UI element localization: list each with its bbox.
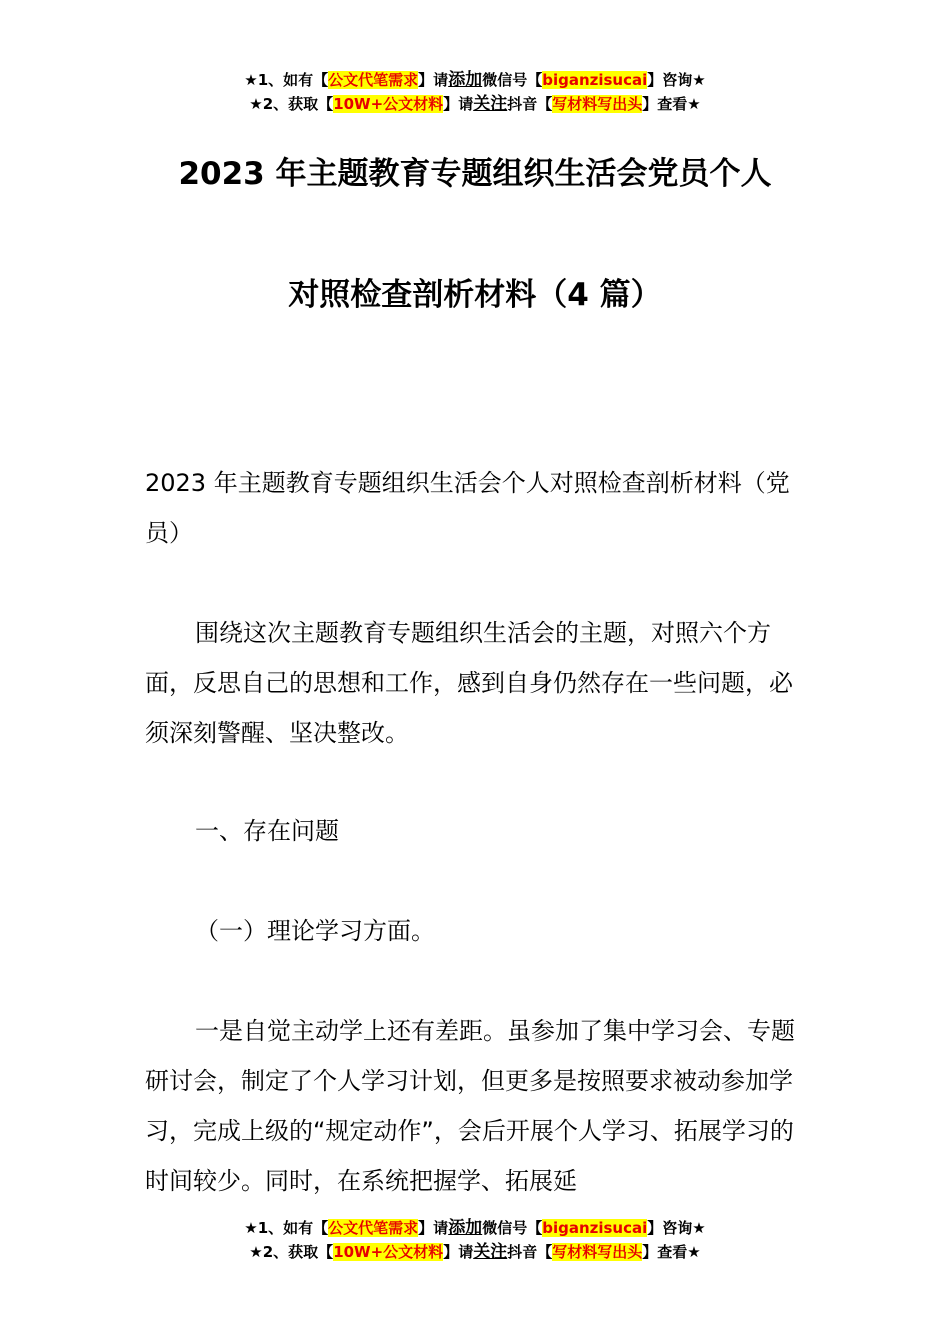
banner-text: 】请 [443,1243,474,1261]
banner-underline: 添加 [448,70,483,90]
banner-text: 】咨询★ [647,1219,706,1237]
banner-text: ★1、如有【 [244,71,329,89]
banner-text: 】咨询★ [647,71,706,89]
body-paragraph [145,1006,810,1206]
banner-text: ★1、如有【 [244,1219,329,1237]
paragraph-text: 一是自觉主动学上还有差距。虽参加了集中学习会、专题研讨会，制定了个人学习计划，但更多是按照要求被动参加学习，完成上级的“规定动作”，会后开展个人学习、拓展学习的时间较少。同时，在系统把握学、拓展延 [145,1017,795,1195]
banner-highlight: biganzisucai [542,71,648,89]
banner-line-2 [0,1240,950,1264]
banner-line-2 [0,92,950,116]
banner-underline: 添加 [448,1218,483,1238]
banner-text: ★2、获取【 [249,1243,334,1261]
subtitle-text: 2023 年主题教育专题组织生活会个人对照检查剖析材料（党员） [145,469,790,547]
banner-text: 微信号【 [482,71,543,89]
header-banner [0,68,950,116]
banner-text: 】请 [418,1219,449,1237]
banner-highlight: 写材料写出头 [552,1243,643,1261]
banner-text: 】请 [443,95,474,113]
banner-highlight: 10W+公文材料 [333,1243,444,1261]
paragraph-text: 围绕这次主题教育专题组织生活会的主题，对照六个方面，反思自己的思想和工作，感到自身仍然存在一些问题，必须深刻警醒、坚决整改。 [145,619,793,747]
banner-underline: 关注 [473,94,508,114]
banner-highlight: 公文代笔需求 [328,1219,419,1237]
section-heading [145,806,810,856]
subsection-heading [145,906,810,956]
banner-underline: 关注 [473,1242,508,1262]
banner-line-1 [0,68,950,92]
banner-text: 】请 [418,71,449,89]
intro-paragraph [145,608,810,758]
subheading-text: （一）理论学习方面。 [195,917,435,945]
banner-text: 】查看★ [642,1243,701,1261]
banner-text: 抖音【 [507,95,553,113]
banner-line-1 [0,1216,950,1240]
footer-banner [0,1216,950,1264]
banner-highlight: 写材料写出头 [552,95,643,113]
banner-highlight: 公文代笔需求 [328,71,419,89]
banner-highlight: biganzisucai [542,1219,648,1237]
banner-text: 微信号【 [482,1219,543,1237]
banner-highlight: 10W+公文材料 [333,95,444,113]
banner-text: 】查看★ [642,95,701,113]
document-title-line-2: 对照检查剖析材料（4 篇） [288,277,662,313]
banner-text: 抖音【 [507,1243,553,1261]
document-subtitle [145,458,810,558]
heading-text: 一、存在问题 [195,817,339,845]
banner-text: ★2、获取【 [249,95,334,113]
document-title-line-1: 2023 年主题教育专题组织生活会党员个人 [178,156,772,192]
